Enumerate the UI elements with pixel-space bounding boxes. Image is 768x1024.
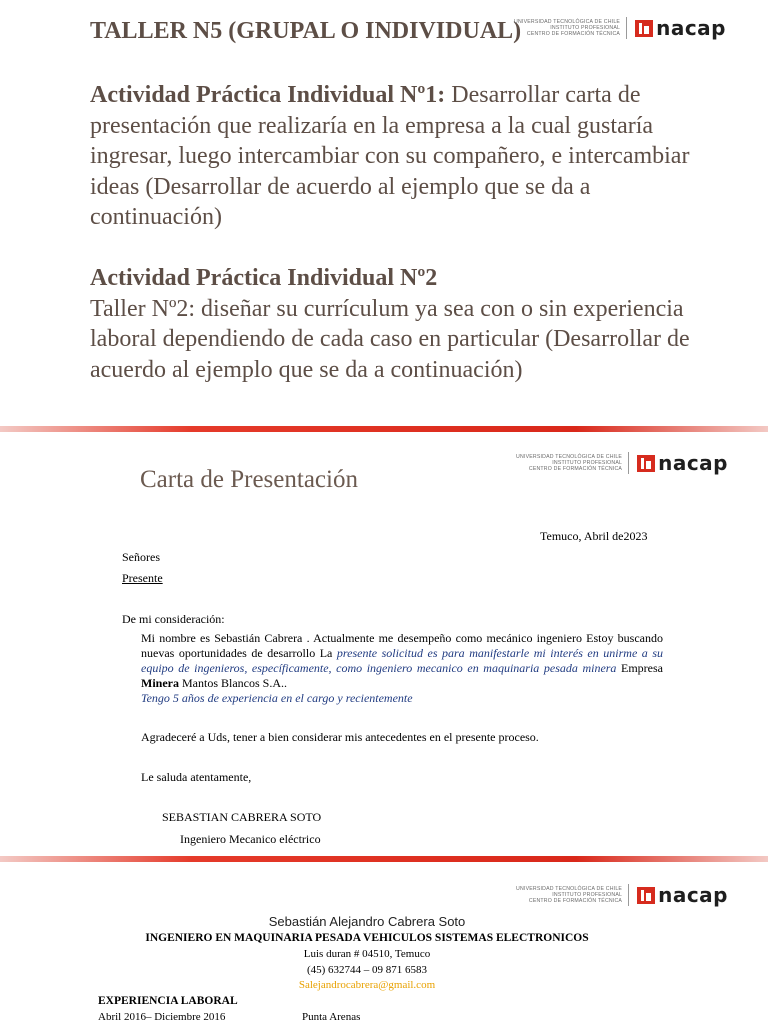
logo-separator bbox=[626, 17, 627, 39]
inacap-logo bbox=[637, 451, 728, 475]
inacap-logo bbox=[635, 16, 726, 40]
activity-1-heading: Actividad Práctica Individual Nº1: bbox=[90, 82, 446, 108]
institution-logo bbox=[516, 883, 728, 907]
activity-1 bbox=[90, 80, 710, 233]
inacap-wordmark: nacap bbox=[656, 16, 726, 40]
slide-curriculum bbox=[0, 864, 768, 1024]
university-text: UNIVERSIDAD TECNOLÓGICA DE CHILE INSTITUTO PROFESIONAL CENTRO DE FORMACIÓN TÉCNICA bbox=[516, 886, 623, 904]
university-text: UNIVERSIDAD TECNOLÓGICA DE CHILE INSTITUTO PROFESIONAL CENTRO DE FORMACIÓN TÉCNICA bbox=[514, 19, 621, 37]
letter-closing: Le saluda atentamente, bbox=[141, 770, 252, 784]
letter-date: Temuco, Abril de2023 bbox=[540, 529, 648, 543]
inacap-icon bbox=[637, 887, 655, 904]
cv-email: Salejandrocabrera@gmail.com bbox=[298, 979, 436, 991]
activity-2-heading: Actividad Práctica Individual Nº2 bbox=[90, 265, 438, 291]
cv-phone: (45) 632744 – 09 871 6583 bbox=[306, 964, 428, 976]
signature-role: Ingeniero Mecanico eléctrico bbox=[180, 832, 321, 846]
signature-name: SEBASTIAN CABRERA SOTO bbox=[162, 810, 322, 824]
institution-logo bbox=[516, 451, 728, 475]
institution-logo bbox=[514, 16, 726, 40]
cv-title: INGENIERO EN MAQUINARIA PESADA VEHICULOS SISTEMAS ELECTRONICOS bbox=[145, 932, 589, 944]
slide-taller bbox=[0, 0, 768, 426]
company-bold: Minera bbox=[141, 676, 179, 690]
letter-thanks: Agradeceré a Uds, tener a bien considerar mis antecedentes en el presente proceso. bbox=[141, 730, 539, 744]
logo-separator bbox=[628, 884, 629, 906]
letter-consideration: De mi consideración: bbox=[122, 612, 225, 626]
slide-cover-letter bbox=[0, 432, 768, 856]
university-text: UNIVERSIDAD TECNOLÓGICA DE CHILE INSTITUTO PROFESIONAL CENTRO DE FORMACIÓN TÉCNICA bbox=[516, 454, 623, 472]
letter-salutation: Señores bbox=[122, 550, 160, 564]
letter-title: Carta de Presentación bbox=[140, 466, 358, 493]
page-title: TALLER N5 (GRUPAL O INDIVIDUAL) bbox=[90, 18, 522, 44]
inacap-logo bbox=[637, 883, 728, 907]
cv-experience-heading: EXPERIENCIA LABORAL bbox=[98, 995, 238, 1007]
letter-italic-text: Tengo 5 años de experiencia en el cargo y recientemente bbox=[141, 691, 413, 705]
letter-body: Mi nombre es Sebastián Cabrera . Actualmente me desempeño como mecánico ingeniero Estoy buscando nuevas oportunidades de desarrollo La presente solicitud es para manifestarle mi interés en unirme a su equipo de ingenieros, específicamente, como ingeniero mecanico en maquinaria pesada minera Empresa Minera Mantos Blancos S.A.. Tengo 5 años de experiencia en el cargo y recientemente bbox=[141, 631, 663, 705]
cv-experience-place: Punta Arenas bbox=[302, 1011, 361, 1023]
activity-2 bbox=[90, 263, 710, 385]
letter-present: Presente bbox=[122, 571, 163, 585]
activity-1-text: Desarrollar carta de presentación que realizaría en la empresa a la cual gustaría ingresar, luego intercambiar con su compañero, e intercambiar ideas (Desarrollar de acuerdo al ejemplo que se da a continuación) bbox=[90, 82, 690, 230]
cv-address: Luis duran # 04510, Temuco bbox=[303, 948, 431, 960]
letter-italic-text: presente solicitud es para manifestarle mi interés en unirme a su equipo de ingenieros, específicamente, como ingeniero mecanico en maquinaria pesada minera bbox=[141, 646, 663, 675]
inacap-icon bbox=[635, 20, 653, 37]
cv-experience-period: Abril 2016– Diciembre 2016 bbox=[98, 1011, 226, 1023]
slide-divider bbox=[0, 856, 768, 862]
inacap-wordmark: nacap bbox=[658, 883, 728, 907]
logo-separator bbox=[628, 452, 629, 474]
activity-2-text: Taller Nº2: diseñar su currículum ya sea con o sin experiencia laboral dependiendo de cada caso en particular (Desarrollar de acuerdo al ejemplo que se da a continuación) bbox=[90, 295, 690, 383]
cv-name: Sebastián Alejandro Cabrera Soto bbox=[268, 914, 466, 929]
inacap-icon bbox=[637, 455, 655, 472]
inacap-wordmark: nacap bbox=[658, 451, 728, 475]
